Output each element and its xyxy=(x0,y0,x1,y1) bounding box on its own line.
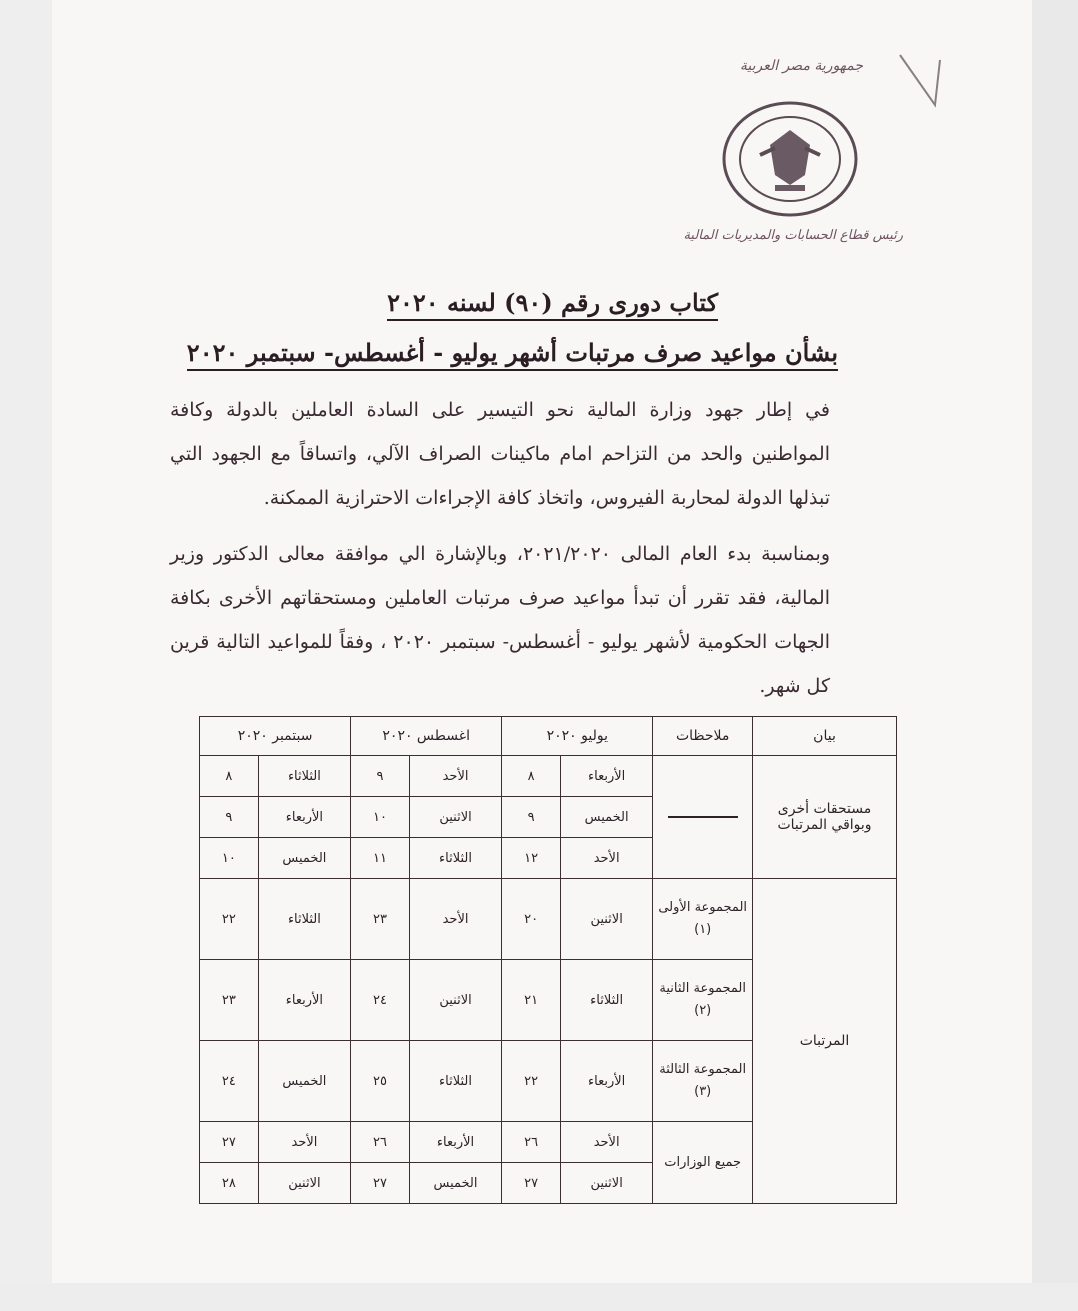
august-day: الأحد xyxy=(409,756,501,797)
august-date: ٩ xyxy=(351,756,410,797)
july-day: الأربعاء xyxy=(560,1041,652,1122)
july-day: الثلاثاء xyxy=(560,960,652,1041)
july-day: الأربعاء xyxy=(560,756,652,797)
august-day: الثلاثاء xyxy=(409,1041,501,1122)
july-date: ٩ xyxy=(502,797,561,838)
july-date: ١٢ xyxy=(502,838,561,879)
table-header-row xyxy=(200,717,897,756)
letterhead-department: رئيس قطاع الحسابات والمديريات المالية xyxy=(683,228,903,243)
september-date: ٩ xyxy=(200,797,259,838)
september-day: الثلاثاء xyxy=(258,756,350,797)
july-day: الخميس xyxy=(560,797,652,838)
september-day: الأحد xyxy=(258,1122,350,1163)
july-date: ٢١ xyxy=(502,960,561,1041)
july-date: ٢٢ xyxy=(502,1041,561,1122)
photo-frame-left xyxy=(0,0,52,1311)
september-date: ٢٢ xyxy=(200,879,259,960)
august-day: الأربعاء xyxy=(409,1122,501,1163)
circular-title: كتاب دورى رقم (٩٠) لسنه ٢٠٢٠ xyxy=(387,288,718,321)
september-date: ٨ xyxy=(200,756,259,797)
all-ministries-note: جميع الوزارات xyxy=(653,1122,753,1204)
header-september: سبتمبر ٢٠٢٠ xyxy=(200,717,351,756)
circular-subtitle: بشأن مواعيد صرف مرتبات أشهر يوليو - أغسطس- سبتمبر ٢٠٢٠ xyxy=(187,338,838,371)
july-date: ٨ xyxy=(502,756,561,797)
september-date: ٢٣ xyxy=(200,960,259,1041)
table-row xyxy=(200,879,897,960)
july-day: الاثنين xyxy=(560,1163,652,1204)
july-day: الأحد xyxy=(560,838,652,879)
notes-empty-dash xyxy=(653,756,753,879)
september-date: ٢٨ xyxy=(200,1163,259,1204)
august-date: ٢٤ xyxy=(351,960,410,1041)
header-august: اغسطس ٢٠٢٠ xyxy=(351,717,502,756)
august-day: الخميس xyxy=(409,1163,501,1204)
august-date: ٢٦ xyxy=(351,1122,410,1163)
july-date: ٢٠ xyxy=(502,879,561,960)
september-day: الأربعاء xyxy=(258,960,350,1041)
august-day: الثلاثاء xyxy=(409,838,501,879)
august-day: الاثنين xyxy=(409,960,501,1041)
header-bayan: بيان xyxy=(753,717,897,756)
table-row xyxy=(200,756,897,797)
ministry-seal-icon xyxy=(720,100,860,218)
september-date: ١٠ xyxy=(200,838,259,879)
september-day: الاثنين xyxy=(258,1163,350,1204)
group-note: المجموعة الثانية (٢) xyxy=(653,960,753,1041)
group-note: المجموعة الأولى (١) xyxy=(653,879,753,960)
july-day: الأحد xyxy=(560,1122,652,1163)
group-note: المجموعة الثالثة (٣) xyxy=(653,1041,753,1122)
august-date: ٢٣ xyxy=(351,879,410,960)
august-day: الاثنين xyxy=(409,797,501,838)
header-july: يوليو ٢٠٢٠ xyxy=(502,717,653,756)
july-date: ٢٧ xyxy=(502,1163,561,1204)
august-date: ١٠ xyxy=(351,797,410,838)
row-label-salaries: المرتبات xyxy=(753,879,897,1204)
september-day: الخميس xyxy=(258,1041,350,1122)
august-date: ٢٧ xyxy=(351,1163,410,1204)
intro-paragraph: في إطار جهود وزارة المالية نحو التيسير على السادة العاملين بالدولة وكافة المواطنين والحد من التزاحم امام ماكينات الصراف الآلي، واتساقاً مع الجهود التي تبذلها الدولة لمحاربة الفيروس، واتخاذ كافة الإجراءات الاحترازية الممكنة. xyxy=(170,399,830,509)
decision-paragraph: وبمناسبة بدء العام المالى ٢٠٢١/٢٠٢٠، وبالإشارة الي موافقة معالى الدكتور وزير المالية، فقد تقرر أن تبدأ مواعيد صرف مرتبات العاملين ومستحقاتهم الأخرى بكافة الجهات الحكومية لأشهر يوليو - أغسطس- سبتمبر ٢٠٢٠ ، وفقاً للمواعيد التالية قرين كل شهر. xyxy=(170,543,830,697)
salary-schedule-table xyxy=(199,716,897,1204)
july-day: الاثنين xyxy=(560,879,652,960)
september-day: الخميس xyxy=(258,838,350,879)
row-label-other-entitlements: مستحقات أخرى وبواقي المرتبات xyxy=(753,756,897,879)
august-date: ١١ xyxy=(351,838,410,879)
september-day: الثلاثاء xyxy=(258,879,350,960)
letterhead-country: جمهورية مصر العربية xyxy=(739,58,863,74)
september-date: ٢٧ xyxy=(200,1122,259,1163)
august-date: ٢٥ xyxy=(351,1041,410,1122)
photo-frame-right xyxy=(1032,0,1078,1311)
september-date: ٢٤ xyxy=(200,1041,259,1122)
august-day: الأحد xyxy=(409,879,501,960)
september-day: الأربعاء xyxy=(258,797,350,838)
photo-frame-bottom xyxy=(0,1283,1078,1311)
handwritten-mark-icon xyxy=(895,40,945,110)
header-notes: ملاحظات xyxy=(653,717,753,756)
july-date: ٢٦ xyxy=(502,1122,561,1163)
